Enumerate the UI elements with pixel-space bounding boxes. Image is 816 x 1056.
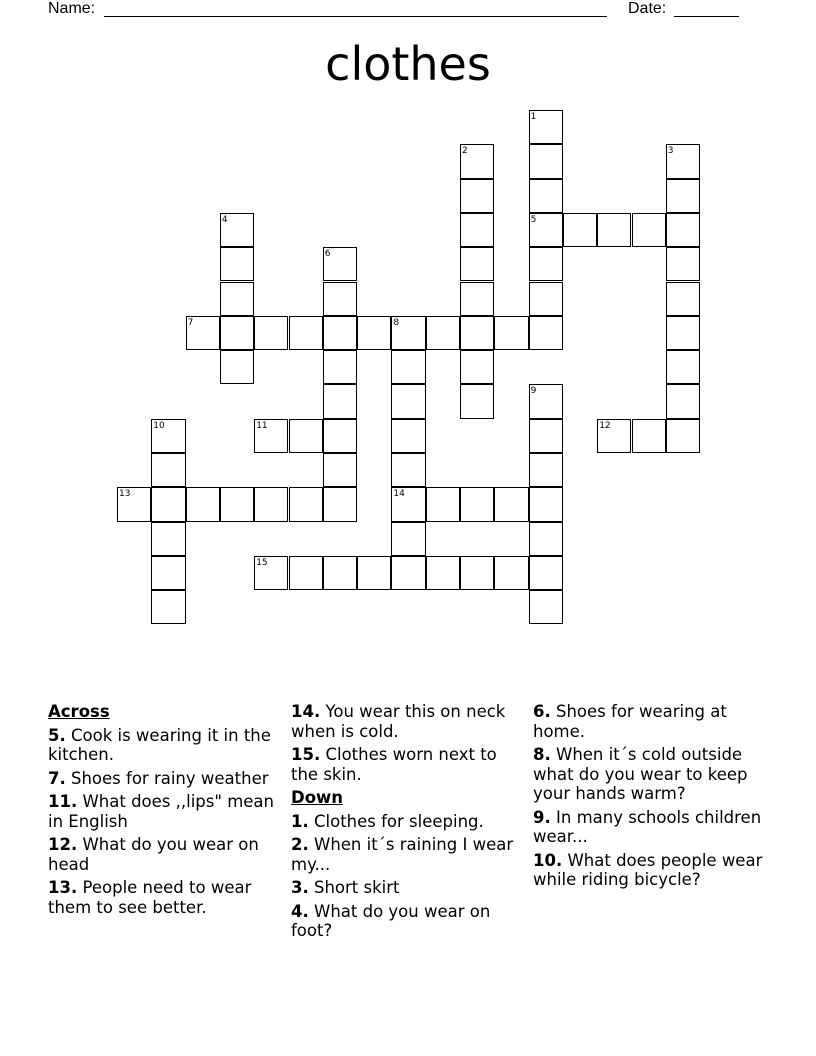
clue-number: 14. [291,702,321,721]
grid-cell[interactable] [151,590,185,624]
grid-cell[interactable] [460,350,494,384]
clue-column-1 [48,702,283,921]
grid-cell[interactable] [529,179,563,213]
across-clue [48,835,283,874]
grid-cell[interactable] [220,213,254,247]
grid-cell[interactable] [323,453,357,487]
down-clue [533,808,768,847]
clue-number-label: 6 [324,249,331,260]
grid-cell[interactable] [323,316,357,350]
grid-cell[interactable] [289,487,323,521]
clue-text: Clothes worn next to the skin. [291,745,497,784]
grid-cell[interactable] [391,419,425,453]
down-clue [533,851,768,890]
puzzle-title: clothes [325,37,491,91]
grid-cell[interactable] [323,487,357,521]
grid-cell[interactable] [666,350,700,384]
grid-cell[interactable] [460,384,494,418]
grid-cell[interactable] [254,487,288,521]
clue-text: Cook is wearing it in the kitchen. [48,725,271,764]
clue-number-label: 8 [393,317,400,328]
clue-text: When it´s cold outside what do you wear to keep your hands warm? [533,745,748,803]
grid-cell[interactable] [666,316,700,350]
grid-cell[interactable] [529,522,563,556]
clue-text: Shoes for wearing at home. [533,702,727,741]
clue-number: 5. [48,725,66,745]
grid-cell[interactable] [529,419,563,453]
grid-cell[interactable] [666,384,700,418]
clue-number-label: 10 [153,420,165,431]
grid-cell[interactable] [529,556,563,590]
grid-cell[interactable] [563,213,597,247]
grid-cell[interactable] [666,419,700,453]
down-clue [291,835,526,874]
grid-cell[interactable] [460,316,494,350]
across-clue [48,878,283,917]
grid-cell[interactable] [666,282,700,316]
grid-cell[interactable] [357,316,391,350]
grid-cell[interactable] [460,487,494,521]
clue-number: 7. [48,768,66,788]
grid-cell[interactable] [529,316,563,350]
across-clue [291,702,526,741]
grid-cell[interactable] [220,487,254,521]
grid-cell[interactable] [391,453,425,487]
grid-cell[interactable] [289,316,323,350]
grid-cell[interactable] [117,487,151,521]
clue-number: 3. [291,878,309,897]
clue-number-label: 1 [530,112,537,122]
clue-number: 6. [533,702,551,721]
grid-cell[interactable] [426,487,460,521]
clue-text: In many schools children wear... [533,807,762,846]
across-clue [48,792,283,831]
grid-cell[interactable] [220,247,254,281]
grid-cell[interactable] [391,556,425,590]
clue-number: 11. [48,792,78,811]
clue-number-label: 15 [256,557,268,568]
clue-text: Short skirt [314,878,400,897]
clue-number-label: 9 [530,386,537,397]
grid-cell[interactable] [323,384,357,418]
grid-cell[interactable] [391,522,425,556]
down-clue [533,702,768,741]
clue-number-label: 12 [599,420,611,431]
grid-cell[interactable] [186,316,220,350]
clue-number-label: 5 [530,214,537,225]
grid-cell[interactable] [391,384,425,418]
clue-number: 2. [291,835,309,854]
clue-number: 4. [291,901,309,921]
clue-text: What does ,,lips" mean in English [48,792,274,831]
clue-number-label: 13 [119,489,131,500]
grid-cell[interactable] [323,419,357,453]
grid-cell[interactable] [494,556,528,590]
clue-number: 1. [291,811,309,831]
grid-cell[interactable] [529,247,563,281]
clue-text: What do you wear on foot? [291,901,491,940]
grid-cell[interactable] [529,384,563,418]
clue-text: What do you wear on head [48,835,259,874]
grid-cell[interactable] [666,213,700,247]
down-clue [291,902,526,941]
grid-cell[interactable] [323,350,357,384]
grid-cell[interactable] [666,144,700,178]
name-label: Name: [48,0,96,17]
grid-cell[interactable] [529,213,563,247]
grid-cell[interactable] [289,556,323,590]
grid-cell[interactable] [186,487,220,521]
grid-cell[interactable] [151,487,185,521]
grid-cell[interactable] [323,282,357,316]
clue-text: Clothes for sleeping. [314,811,484,831]
clue-text: Shoes for rainy weather [71,768,269,788]
clue-number-label: 4 [221,214,228,225]
grid-cell[interactable] [460,144,494,178]
clue-number-label: 14 [393,489,405,500]
grid-cell[interactable] [494,487,528,521]
down-clue [291,878,526,898]
grid-cell[interactable] [597,213,631,247]
clue-number: 9. [533,807,551,827]
grid-cell[interactable] [666,179,700,213]
grid-cell[interactable] [220,282,254,316]
clue-number: 8. [533,745,551,764]
grid-cell[interactable] [426,556,460,590]
clue-number-label: 2 [462,146,468,157]
grid-cell[interactable] [151,556,185,590]
grid-cell[interactable] [357,556,391,590]
grid-cell[interactable] [426,316,460,350]
clue-text: When it´s raining I wear my... [291,835,514,874]
down-clue [291,812,526,832]
down-clue [533,745,768,804]
grid-cell[interactable] [460,556,494,590]
clue-number-label: 3 [667,146,674,157]
clue-column-3 [533,702,768,894]
across-heading: Across [48,702,110,721]
clue-text: You wear this on neck when is cold. [291,702,506,741]
grid-cell[interactable] [254,316,288,350]
grid-cell[interactable] [151,522,185,556]
grid-cell[interactable] [494,316,528,350]
clue-number: 10. [533,850,563,870]
grid-cell[interactable] [460,282,494,316]
grid-cell[interactable] [666,247,700,281]
grid-cell[interactable] [460,247,494,281]
grid-cell[interactable] [289,419,323,453]
clue-column-2 [291,702,526,945]
grid-cell[interactable] [220,350,254,384]
grid-cell[interactable] [391,487,425,521]
grid-cell[interactable] [597,419,631,453]
across-clue [291,745,526,784]
grid-cell[interactable] [323,556,357,590]
grid-cell[interactable] [460,213,494,247]
grid-cell[interactable] [220,316,254,350]
clue-text: What does people wear while riding bicycle? [533,850,763,889]
grid-cell[interactable] [151,419,185,453]
grid-cell[interactable] [529,487,563,521]
grid-cell[interactable] [632,419,666,453]
clue-number-label: 11 [256,420,268,431]
clue-number: 15. [291,745,321,764]
grid-cell[interactable] [529,282,563,316]
date-label: Date: [628,0,667,17]
grid-cell[interactable] [254,419,288,453]
grid-cell[interactable] [254,556,288,590]
clue-text: People need to wear them to see better. [48,878,252,917]
clue-number: 12. [48,835,78,854]
grid-cell[interactable] [529,453,563,487]
grid-cell[interactable] [323,247,357,281]
grid-cell[interactable] [529,110,563,144]
grid-cell[interactable] [632,213,666,247]
down-heading: Down [291,788,344,807]
grid-cell[interactable] [529,144,563,178]
across-clue [48,726,283,765]
grid-cell[interactable] [529,590,563,624]
grid-cell[interactable] [391,316,425,350]
grid-cell[interactable] [151,453,185,487]
clue-number: 13. [48,878,78,897]
across-clue [48,769,283,789]
clue-number-label: 7 [187,317,194,328]
grid-cell[interactable] [391,350,425,384]
grid-cell[interactable] [460,179,494,213]
